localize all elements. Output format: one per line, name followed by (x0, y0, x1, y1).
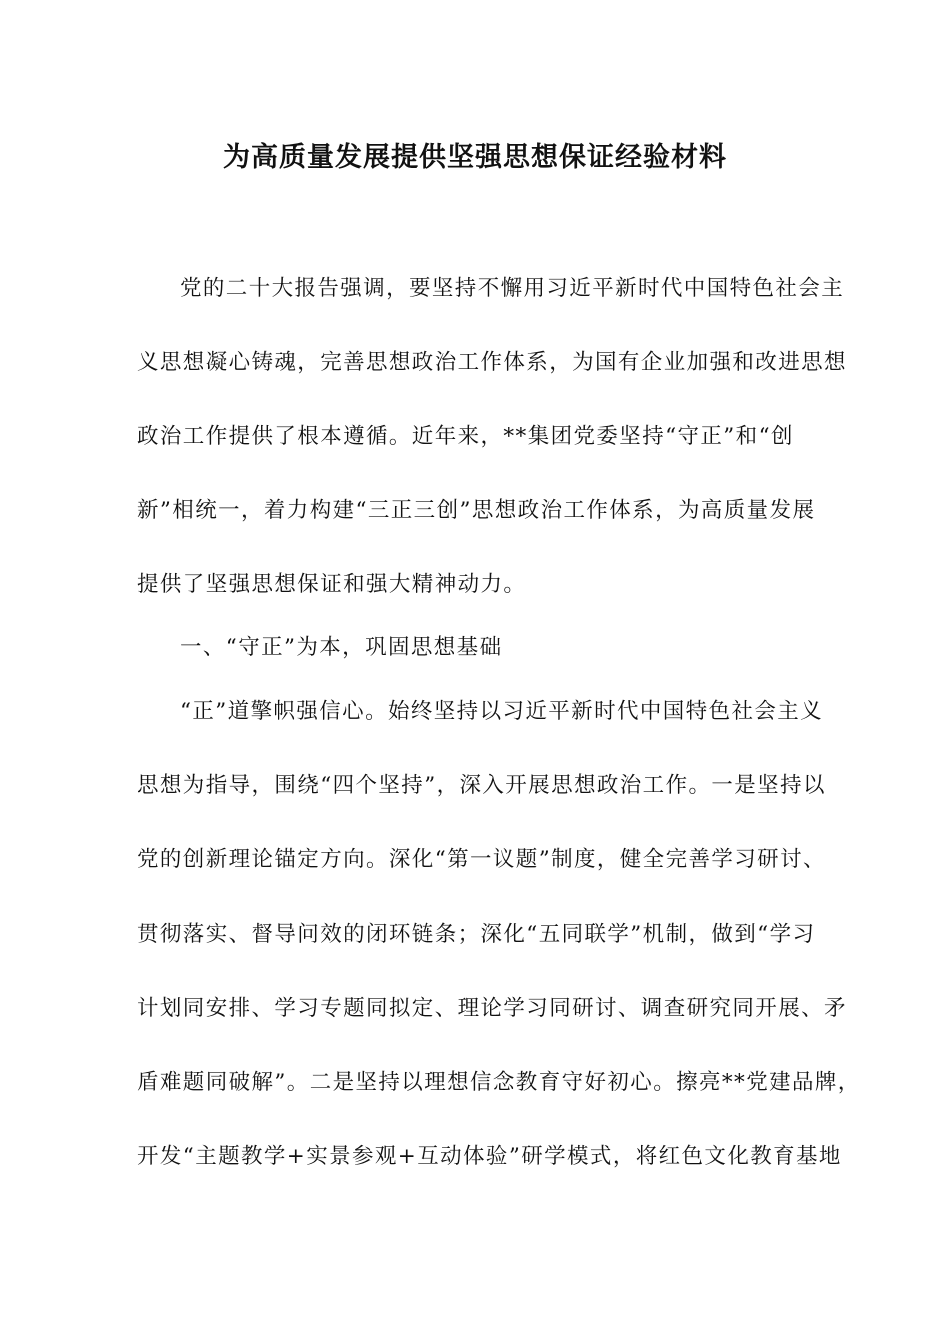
paragraph-2-line-3: 党的创新理论锚定方向。深化“第一议题”制度，健全完善学习研讨、 (137, 847, 826, 872)
paragraph-2-line-7: 开发“主题教学+实景参观+互动体验”研学模式，将红色文化教育基地 (137, 1144, 842, 1169)
paragraph-1-line-4: 新”相统一，着力构建“三正三创”思想政治工作体系，为高质量发展 (137, 498, 816, 523)
section-heading-1: 一、“守正”为本，巩固思想基础 (180, 635, 503, 660)
paragraph-2-line-4: 贯彻落实、督导问效的闭环链条；深化“五同联学”机制，做到“学习 (137, 922, 816, 947)
paragraph-2-line-6: 盾难题同破解”。二是坚持以理想信念教育守好初心。擦亮**党建品牌， (137, 1070, 861, 1095)
paragraph-1-line-2: 义思想凝心铸魂，完善思想政治工作体系，为国有企业加强和改进思想 (137, 350, 847, 375)
paragraph-2-line-2: 思想为指导，围绕“四个坚持”，深入开展思想政治工作。一是坚持以 (137, 773, 826, 798)
paragraph-1-line-5: 提供了坚强思想保证和强大精神动力。 (137, 572, 527, 597)
paragraph-1-line-3: 政治工作提供了根本遵循。近年来，**集团党委坚持“守正”和“创 (137, 424, 794, 449)
paragraph-2-line-5: 计划同安排、学习专题同拟定、理论学习同研讨、调查研究同开展、矛 (137, 996, 847, 1021)
document-title: 为高质量发展提供坚强思想保证经验材料 (223, 142, 727, 173)
paragraph-2-line-1: “正”道擎帜强信心。始终坚持以习近平新时代中国特色社会主义 (180, 699, 824, 724)
paragraph-1-line-1: 党的二十大报告强调，要坚持不懈用习近平新时代中国特色社会主 (180, 276, 845, 301)
